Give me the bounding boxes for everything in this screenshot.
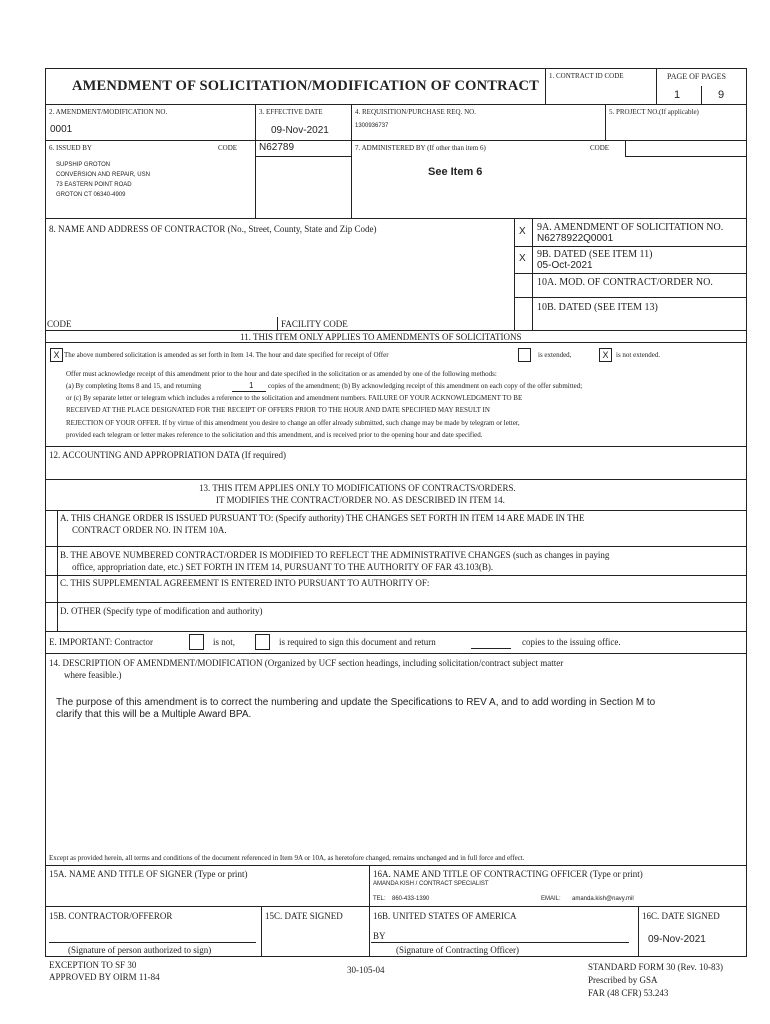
divider [45,446,747,447]
issuer-address-line: CONVERSION AND REPAIR, USN [56,172,150,178]
is-required-label: is required to sign this document and return [279,637,436,647]
ack-line: or (c) By separate letter or telegram which includes a reference to the solicitation and amendment numbers. FAILURE OF YOUR ACKNOWLEDGMENT TO BE [66,394,523,402]
ack-line: Offer must acknowledge receipt of this amendment prior to the hour and date specified in the solicitation or as amended by one of the following methods: [66,370,497,378]
signature-line-contractor [49,942,256,943]
contractor-name-address-label: 8. NAME AND ADDRESS OF CONTRACTOR (No., Street, County, State and Zip Code) [49,224,377,234]
divider [514,246,747,247]
copies-label: copies to the issuing office. [522,637,621,647]
divider [45,218,747,219]
tel-value: 860-433-1390 [392,896,430,902]
divider [45,546,747,547]
signature-line-officer [371,942,629,943]
divider [45,631,747,632]
item-10a-label: 10A. MOD. OF CONTRACT/ORDER NO. [537,277,713,288]
officer-name-label: 16A. NAME AND TITLE OF CONTRACTING OFFICER (Type or print) [373,869,643,879]
item-9b-label: 9B. DATED (SEE ITEM 11) [537,249,653,260]
divider [625,156,747,157]
contractor-date-signed-label: 15C. DATE SIGNED [265,911,343,921]
description-body: clarify that this will be a Multiple Award BPA. [56,709,252,720]
is-required-checkbox[interactable] [255,634,270,650]
item-13b-text: office, appropriation date, etc.) SET FORTH IN ITEM 14, PURSUANT TO THE AUTHORITY OF FAR 43.103(B). [72,562,494,572]
ack-line: copies of the amendment; (b) By acknowledging receipt of this amendment on each copy of the offer submitted; [268,382,583,390]
not-extended-checkbox[interactable]: X [599,348,612,362]
administered-code-label: CODE [590,144,610,152]
item-10b-label: 10B. DATED (SEE ITEM 13) [537,302,658,313]
divider [45,140,747,141]
item-13c-text: C. THIS SUPPLEMENTAL AGREEMENT IS ENTERED INTO PURSUANT TO AUTHORITY OF: [60,578,430,588]
item-9b-value: 05-Oct-2021 [537,260,593,271]
description-label: where feasible.) [64,670,122,680]
item-13a-text: CONTRACT ORDER NO. IN ITEM 10A. [72,525,227,535]
form-title: AMENDMENT OF SOLICITATION/MODIFICATION OF CONTRACT [72,78,540,94]
divider [701,86,702,105]
issuer-address-line: SUPSHIP GROTON [56,162,111,168]
item-13b-text: B. THE ABOVE NUMBERED CONTRACT/ORDER IS MODIFIED TO REFLECT THE ADMINISTRATIVE CHANGES (such as changes in paying [60,550,610,560]
contract-id-code-label: 1. CONTRACT ID CODE [549,72,624,80]
form-border-top [45,68,747,69]
divider [369,865,370,956]
except-provided-text: Except as provided herein, all terms and conditions of the document referenced in Item 9A or 10A, as heretofore changed, remains unchanged and in full force and effect. [49,854,525,862]
divider [638,906,639,956]
item-11-heading: 11. THIS ITEM ONLY APPLIES TO AMENDMENTS OF SOLICITATIONS [240,332,522,342]
form-border-bottom [45,956,747,957]
officer-name-value: AMANDA KISH / CONTRACT SPECIALIST [373,881,489,887]
footer-prescribed: Prescribed by GSA [588,975,658,985]
administered-by-label: 7. ADMINISTERED BY (If other than item 6) [355,144,486,152]
divider [351,104,352,218]
item-13d-text: D. OTHER (Specify type of modification and authority) [60,606,263,616]
page-number: 1 [674,89,681,101]
divider [255,156,352,157]
footer-approved: APPROVED BY OIRM 11-84 [49,972,160,982]
divider [45,865,747,866]
contractor-signature-caption: (Signature of person authorized to sign) [68,945,212,955]
ack-line: REJECTION OF YOUR OFFER. If by virtue of this amendment you desire to change an offer already submitted, such change may be made by telegram or letter, [66,419,520,427]
divider [45,342,747,343]
mark-9b: X [519,253,526,264]
amendment-no-label: 2. AMENDMENT/MODIFICATION NO. [49,108,168,116]
issued-by-code-value: N62789 [259,142,295,153]
amended-checkbox[interactable]: X [50,348,63,362]
divider [514,273,747,274]
divider [625,140,626,156]
requisition-value: 1300936737 [355,123,389,129]
footer-far: FAR (48 CFR) 53.243 [588,988,669,998]
divider [45,104,747,105]
item-13-heading: 13. THIS ITEM APPLIES ONLY TO MODIFICATIONS OF CONTRACTS/ORDERS. [199,483,516,493]
extended-checkbox[interactable] [518,348,531,362]
ack-line: provided each telegram or letter makes reference to the solicitation and this amendment, and is received prior to the opening hour and date specified. [66,431,483,439]
project-no-label: 5. PROJECT NO.(If applicable) [609,108,699,116]
divider [514,297,747,298]
email-value: amanda.kish@navy.mil [572,896,634,902]
item-13-heading: IT MODIFIES THE CONTRACT/ORDER NO. AS DESCRIBED IN ITEM 14. [216,495,505,505]
issued-by-code-label: CODE [218,144,238,152]
divider [45,510,747,511]
page-of-pages-label: PAGE OF PAGES [667,72,726,81]
divider [605,104,606,140]
issued-by-label: 6. ISSUED BY [49,144,92,152]
divider [57,510,58,631]
footer-standard-form: STANDARD FORM 30 (Rev. 10-83) [588,962,723,972]
divider [532,218,533,330]
signer-name-label: 15A. NAME AND TITLE OF SIGNER (Type or print) [49,869,248,879]
administered-by-value: See Item 6 [428,166,483,178]
ack-copies-underline [232,391,266,392]
facility-code-label: FACILITY CODE [281,319,348,329]
divider [45,653,747,654]
by-label: BY [373,931,386,941]
officer-date-signed-value: 09-Nov-2021 [648,934,706,945]
divider [45,602,747,603]
divider [45,479,747,480]
divider [45,906,747,907]
amendment-no-value: 0001 [50,124,73,135]
divider [45,575,747,576]
mark-9a: X [519,226,526,237]
footer-exception: EXCEPTION TO SF 30 [49,960,137,970]
ack-line: RECEIVED AT THE PLACE DESIGNATED FOR THE RECEIPT OF OFFERS PRIOR TO THE HOUR AND DATE SPECIFIED MAY RESULT IN [66,406,490,414]
form-border-left [45,68,46,956]
divider [514,218,515,330]
divider [261,906,262,956]
contractor-offeror-label: 15B. CONTRACTOR/OFFEROR [49,911,173,921]
divider [277,317,278,330]
item-9a-value: N6278922Q0001 [537,233,614,244]
officer-date-signed-label: 16C. DATE SIGNED [642,911,720,921]
description-label: 14. DESCRIPTION OF AMENDMENT/MODIFICATION (Organized by UCF section headings, including solicitation/contract subject matter [49,658,564,668]
tel-label: TEL: [373,896,386,902]
officer-signature-caption: (Signature of Contracting Officer) [396,945,520,955]
item-13a-text: A. THIS CHANGE ORDER IS ISSUED PURSUANT TO: (Specify authority) THE CHANGES SET FORTH IN ITEM 14 ARE MADE IN THE [60,513,585,523]
accounting-label: 12. ACCOUNTING AND APPROPRIATION DATA (If required) [49,450,287,460]
divider [45,330,747,331]
issuer-address-line: 73 EASTERN POINT ROAD [56,182,132,188]
usa-label: 16B. UNITED STATES OF AMERICA [373,911,517,921]
form-border-right [746,68,747,956]
email-label: EMAIL: [541,896,561,902]
is-not-checkbox[interactable] [189,634,204,650]
amended-text: The above numbered solicitation is amended as set forth in Item 14. The hour and date specified for receipt of Offer [64,351,389,359]
important-label: E. IMPORTANT: Contractor [49,637,154,647]
issuer-address-line: GROTON CT 06340-4909 [56,192,126,198]
contractor-code-label: CODE [47,319,72,329]
is-not-label: is not, [213,637,236,647]
divider [255,104,256,218]
footer-form-number: 30-105-04 [347,965,385,975]
item-9a-label: 9A. AMENDMENT OF SOLICITATION NO. [537,222,724,233]
copies-blank [471,648,511,649]
divider [545,68,546,105]
effective-date-value: 09-Nov-2021 [271,125,329,136]
page-count: 9 [718,89,725,101]
ack-copies-value: 1 [249,381,254,390]
requisition-label: 4. REQUISITION/PURCHASE REQ. NO. [355,108,476,116]
ack-line: (a) By completing Items 8 and 15, and returning [66,382,202,390]
description-body: The purpose of this amendment is to correct the numbering and update the Specifications to REV A, and to add wording in Section M to [56,697,656,708]
is-not-extended-label: is not extended. [616,351,661,359]
is-extended-label: is extended, [538,351,572,359]
effective-date-label: 3. EFFECTIVE DATE [259,108,323,116]
divider [656,68,657,105]
